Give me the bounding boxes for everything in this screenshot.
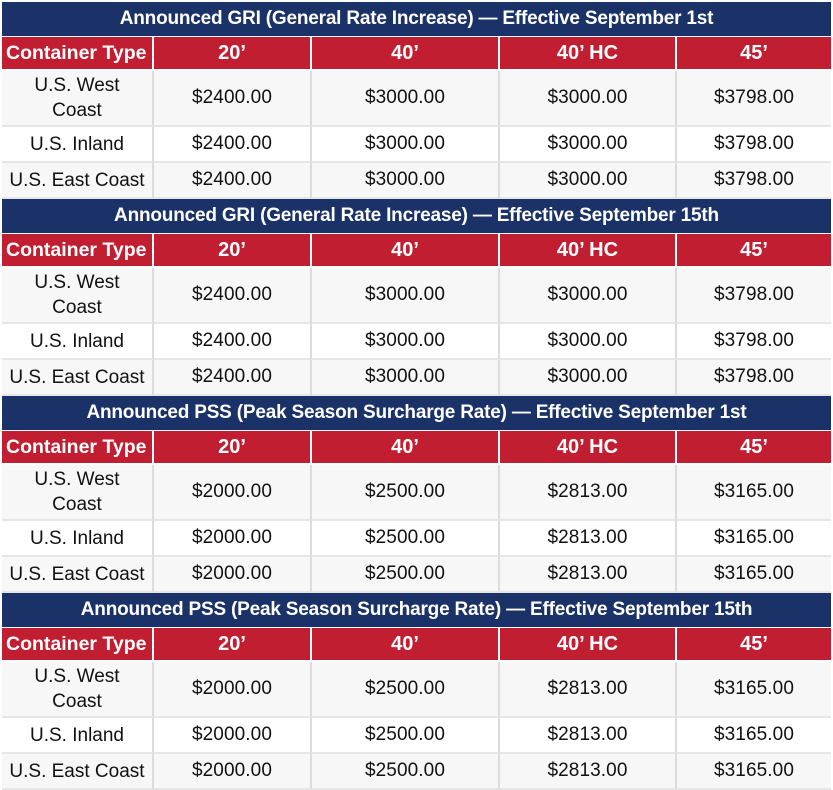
rate-cell: $3798.00 [677,163,831,199]
table-row [2,662,831,718]
rate-cell: $2000.00 [154,557,312,593]
section-title: Announced PSS (Peak Season Surcharge Rate) — Effective September 15th [2,593,831,628]
rate-cell: $2500.00 [312,718,500,754]
header-container-type: Container Type [2,37,154,71]
table-row [2,360,831,396]
row-label: U.S. West Coast [2,662,154,718]
rate-cell: $3000.00 [312,163,500,199]
header-45ft: 45’ [677,628,831,662]
rate-cell: $2500.00 [312,465,500,521]
header-40ft: 40’ [312,628,500,662]
rate-cell: $2813.00 [500,465,677,521]
row-label: U.S. East Coast [2,754,154,790]
rate-cell: $2400.00 [154,71,312,127]
rate-cell: $3165.00 [677,521,831,557]
table-row [2,163,831,199]
rate-cell: $3000.00 [500,127,677,163]
row-label: U.S. West Coast [2,71,154,127]
rate-cell: $2000.00 [154,754,312,790]
header-40ft: 40’ [312,234,500,268]
rate-cell: $2000.00 [154,521,312,557]
table-header-row [2,628,831,662]
header-45ft: 45’ [677,431,831,465]
table-header-row [2,234,831,268]
rate-cell: $2000.00 [154,465,312,521]
header-20ft: 20’ [154,628,312,662]
table-row [2,718,831,754]
rate-cell: $2813.00 [500,557,677,593]
header-40ft-hc: 40’ HC [500,234,677,268]
rate-cell: $2400.00 [154,360,312,396]
rate-cell: $3798.00 [677,360,831,396]
rate-table-gri-sep-15 [2,199,831,396]
table-row [2,465,831,521]
row-label: U.S. East Coast [2,557,154,593]
rate-cell: $3165.00 [677,557,831,593]
rate-cell: $2000.00 [154,718,312,754]
rate-table-pss-sep-1 [2,396,831,593]
rate-cell: $3165.00 [677,465,831,521]
rate-cell: $2500.00 [312,754,500,790]
rate-cell: $3000.00 [312,127,500,163]
rate-cell: $2400.00 [154,268,312,324]
section-title: Announced GRI (General Rate Increase) — Effective September 1st [2,2,831,37]
rate-table-pss-sep-15 [2,593,831,790]
row-label: U.S. East Coast [2,360,154,396]
rate-cell: $3798.00 [677,127,831,163]
rate-cell: $2400.00 [154,127,312,163]
header-container-type: Container Type [2,431,154,465]
table-row [2,324,831,360]
header-20ft: 20’ [154,37,312,71]
rate-cell: $3165.00 [677,718,831,754]
header-20ft: 20’ [154,431,312,465]
rate-cell: $3000.00 [312,360,500,396]
rate-cell: $3165.00 [677,662,831,718]
rate-cell: $3000.00 [312,324,500,360]
rate-cell: $2813.00 [500,754,677,790]
row-label: U.S. East Coast [2,163,154,199]
table-row [2,754,831,790]
table-row [2,127,831,163]
rate-cell: $3000.00 [312,268,500,324]
rate-cell: $3798.00 [677,324,831,360]
table-header-row [2,37,831,71]
section-title: Announced PSS (Peak Season Surcharge Rate) — Effective September 1st [2,396,831,431]
row-label: U.S. Inland [2,127,154,163]
rate-cell: $3000.00 [500,163,677,199]
rate-cell: $2813.00 [500,521,677,557]
table-row [2,557,831,593]
rate-cell: $2500.00 [312,521,500,557]
header-container-type: Container Type [2,628,154,662]
rate-cell: $2400.00 [154,163,312,199]
table-row [2,71,831,127]
table-row [2,268,831,324]
rate-cell: $2500.00 [312,662,500,718]
rate-cell: $2813.00 [500,662,677,718]
table-row [2,521,831,557]
rate-cell: $2000.00 [154,662,312,718]
header-40ft: 40’ [312,37,500,71]
header-container-type: Container Type [2,234,154,268]
header-20ft: 20’ [154,234,312,268]
header-40ft: 40’ [312,431,500,465]
row-label: U.S. Inland [2,324,154,360]
rate-table-gri-sep-1 [2,2,831,199]
rate-cell: $2813.00 [500,718,677,754]
header-40ft-hc: 40’ HC [500,628,677,662]
rate-cell: $3000.00 [500,268,677,324]
header-45ft: 45’ [677,234,831,268]
rate-cell: $3000.00 [500,324,677,360]
rate-cell: $3000.00 [500,360,677,396]
section-title: Announced GRI (General Rate Increase) — Effective September 15th [2,199,831,234]
rate-cell: $3000.00 [500,71,677,127]
row-label: U.S. Inland [2,521,154,557]
row-label: U.S. West Coast [2,268,154,324]
rate-cell: $3165.00 [677,754,831,790]
header-45ft: 45’ [677,37,831,71]
row-label: U.S. Inland [2,718,154,754]
table-header-row [2,431,831,465]
header-40ft-hc: 40’ HC [500,37,677,71]
rate-cell: $3798.00 [677,71,831,127]
header-40ft-hc: 40’ HC [500,431,677,465]
rate-cell: $2500.00 [312,557,500,593]
row-label: U.S. West Coast [2,465,154,521]
rate-cell: $2400.00 [154,324,312,360]
rate-tables [2,2,831,790]
rate-cell: $3000.00 [312,71,500,127]
rate-cell: $3798.00 [677,268,831,324]
